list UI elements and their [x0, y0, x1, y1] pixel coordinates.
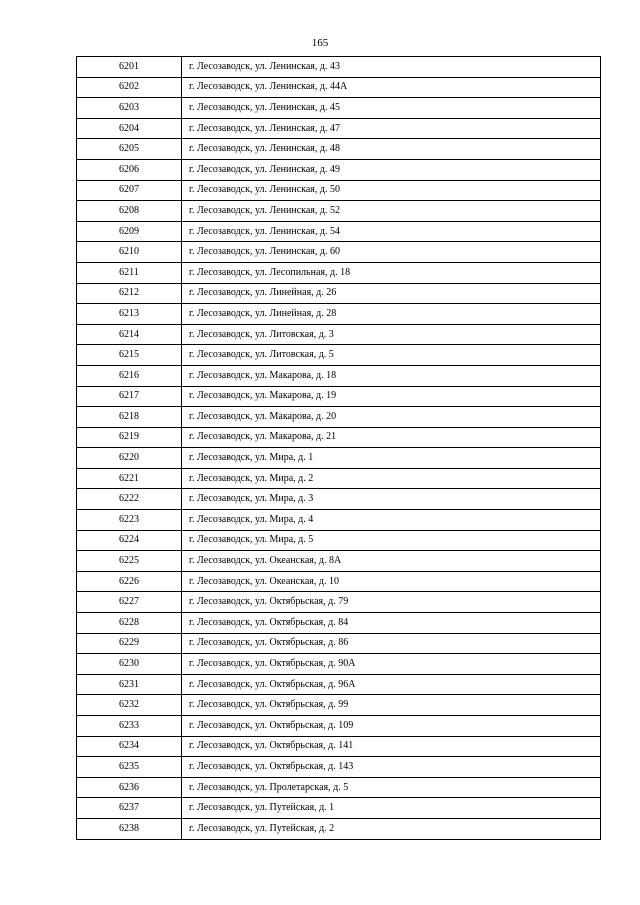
row-number-cell: 6205: [77, 139, 182, 160]
row-number-cell: 6229: [77, 633, 182, 654]
address-cell: г. Лесозаводск, ул. Путейская, д. 1: [182, 798, 601, 819]
table-row: [77, 201, 601, 222]
address-cell: г. Лесозаводск, ул. Лесопильная, д. 18: [182, 262, 601, 283]
table-row: [77, 592, 601, 613]
address-cell: г. Лесозаводск, ул. Ленинская, д. 60: [182, 242, 601, 263]
address-cell: г. Лесозаводск, ул. Ленинская, д. 54: [182, 221, 601, 242]
address-cell: г. Лесозаводск, ул. Мира, д. 1: [182, 448, 601, 469]
row-number-cell: 6238: [77, 818, 182, 839]
table-row: [77, 262, 601, 283]
row-number-cell: 6233: [77, 716, 182, 737]
address-cell: г. Лесозаводск, ул. Ленинская, д. 44А: [182, 77, 601, 98]
row-number-cell: 6226: [77, 571, 182, 592]
table-row: [77, 180, 601, 201]
address-cell: г. Лесозаводск, ул. Мира, д. 5: [182, 530, 601, 551]
row-number-cell: 6221: [77, 468, 182, 489]
row-number-cell: 6207: [77, 180, 182, 201]
row-number-cell: 6214: [77, 324, 182, 345]
table-row: [77, 345, 601, 366]
address-cell: г. Лесозаводск, ул. Макарова, д. 19: [182, 386, 601, 407]
address-cell: г. Лесозаводск, ул. Октябрьская, д. 141: [182, 736, 601, 757]
address-cell: г. Лесозаводск, ул. Линейная, д. 28: [182, 304, 601, 325]
row-number-cell: 6219: [77, 427, 182, 448]
row-number-cell: 6215: [77, 345, 182, 366]
table-row: [77, 304, 601, 325]
address-cell: г. Лесозаводск, ул. Океанская, д. 8А: [182, 551, 601, 572]
table-row: [77, 57, 601, 78]
address-cell: г. Лесозаводск, ул. Макарова, д. 20: [182, 407, 601, 428]
row-number-cell: 6224: [77, 530, 182, 551]
address-cell: г. Лесозаводск, ул. Мира, д. 4: [182, 510, 601, 531]
table-row: [77, 674, 601, 695]
address-cell: г. Лесозаводск, ул. Ленинская, д. 45: [182, 98, 601, 119]
row-number-cell: 6203: [77, 98, 182, 119]
address-cell: г. Лесозаводск, ул. Ленинская, д. 52: [182, 201, 601, 222]
table-row: [77, 98, 601, 119]
table-row: [77, 571, 601, 592]
row-number-cell: 6204: [77, 118, 182, 139]
table-row: [77, 654, 601, 675]
table-row: [77, 757, 601, 778]
address-cell: г. Лесозаводск, ул. Октябрьская, д. 79: [182, 592, 601, 613]
table-row: [77, 530, 601, 551]
table-row: [77, 510, 601, 531]
table-row: [77, 139, 601, 160]
table-row: [77, 386, 601, 407]
table-row: [77, 818, 601, 839]
row-number-cell: 6222: [77, 489, 182, 510]
address-cell: г. Лесозаводск, ул. Пролетарская, д. 5: [182, 777, 601, 798]
table-row: [77, 695, 601, 716]
table-row: [77, 489, 601, 510]
address-cell: г. Лесозаводск, ул. Ленинская, д. 47: [182, 118, 601, 139]
row-number-cell: 6216: [77, 365, 182, 386]
row-number-cell: 6220: [77, 448, 182, 469]
row-number-cell: 6208: [77, 201, 182, 222]
address-cell: г. Лесозаводск, ул. Ленинская, д. 48: [182, 139, 601, 160]
address-cell: г. Лесозаводск, ул. Путейская, д. 2: [182, 818, 601, 839]
row-number-cell: 6223: [77, 510, 182, 531]
table-row: [77, 365, 601, 386]
address-cell: г. Лесозаводск, ул. Октябрьская, д. 109: [182, 716, 601, 737]
row-number-cell: 6236: [77, 777, 182, 798]
table-row: [77, 159, 601, 180]
address-cell: г. Лесозаводск, ул. Литовская, д. 3: [182, 324, 601, 345]
address-cell: г. Лесозаводск, ул. Литовская, д. 5: [182, 345, 601, 366]
row-number-cell: 6232: [77, 695, 182, 716]
table-row: [77, 77, 601, 98]
address-cell: г. Лесозаводск, ул. Ленинская, д. 49: [182, 159, 601, 180]
table-row: [77, 777, 601, 798]
table-row: [77, 551, 601, 572]
address-cell: г. Лесозаводск, ул. Линейная, д. 26: [182, 283, 601, 304]
row-number-cell: 6228: [77, 613, 182, 634]
row-number-cell: 6231: [77, 674, 182, 695]
row-number-cell: 6211: [77, 262, 182, 283]
address-cell: г. Лесозаводск, ул. Октябрьская, д. 84: [182, 613, 601, 634]
address-cell: г. Лесозаводск, ул. Ленинская, д. 50: [182, 180, 601, 201]
address-cell: г. Лесозаводск, ул. Мира, д. 2: [182, 468, 601, 489]
row-number-cell: 6234: [77, 736, 182, 757]
table-row: [77, 613, 601, 634]
table-row: [77, 324, 601, 345]
address-cell: г. Лесозаводск, ул. Макарова, д. 18: [182, 365, 601, 386]
row-number-cell: 6213: [77, 304, 182, 325]
table-row: [77, 468, 601, 489]
address-cell: г. Лесозаводск, ул. Октябрьская, д. 86: [182, 633, 601, 654]
row-number-cell: 6227: [77, 592, 182, 613]
row-number-cell: 6206: [77, 159, 182, 180]
table-row: [77, 407, 601, 428]
table-row: [77, 633, 601, 654]
address-cell: г. Лесозаводск, ул. Октябрьская, д. 96А: [182, 674, 601, 695]
row-number-cell: 6210: [77, 242, 182, 263]
table-row: [77, 221, 601, 242]
row-number-cell: 6217: [77, 386, 182, 407]
table-row: [77, 798, 601, 819]
table-row: [77, 242, 601, 263]
table-row: [77, 283, 601, 304]
row-number-cell: 6201: [77, 57, 182, 78]
table-row: [77, 427, 601, 448]
table-row: [77, 448, 601, 469]
page-number: 165: [311, 37, 329, 49]
address-cell: г. Лесозаводск, ул. Океанская, д. 10: [182, 571, 601, 592]
address-cell: г. Лесозаводск, ул. Октябрьская, д. 143: [182, 757, 601, 778]
row-number-cell: 6237: [77, 798, 182, 819]
address-cell: г. Лесозаводск, ул. Ленинская, д. 43: [182, 57, 601, 78]
row-number-cell: 6212: [77, 283, 182, 304]
row-number-cell: 6230: [77, 654, 182, 675]
table-row: [77, 118, 601, 139]
row-number-cell: 6202: [77, 77, 182, 98]
row-number-cell: 6218: [77, 407, 182, 428]
table-row: [77, 736, 601, 757]
row-number-cell: 6235: [77, 757, 182, 778]
table-body: [77, 57, 601, 840]
address-table: [76, 56, 601, 840]
address-cell: г. Лесозаводск, ул. Мира, д. 3: [182, 489, 601, 510]
address-cell: г. Лесозаводск, ул. Октябрьская, д. 90А: [182, 654, 601, 675]
address-cell: г. Лесозаводск, ул. Октябрьская, д. 99: [182, 695, 601, 716]
row-number-cell: 6209: [77, 221, 182, 242]
table-row: [77, 716, 601, 737]
row-number-cell: 6225: [77, 551, 182, 572]
address-cell: г. Лесозаводск, ул. Макарова, д. 21: [182, 427, 601, 448]
